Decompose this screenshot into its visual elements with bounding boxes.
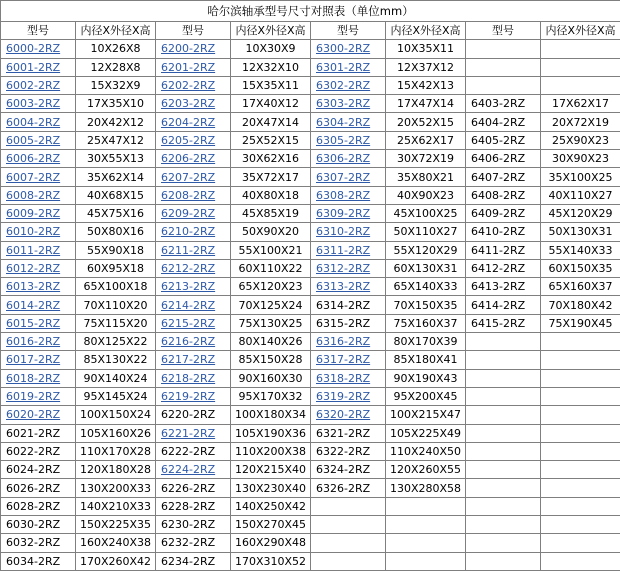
bearing-dimension-cell: 15X32X9 bbox=[76, 76, 156, 94]
bearing-model-cell: 6222-2RZ bbox=[156, 442, 231, 460]
bearing-model-cell: 6226-2RZ bbox=[156, 479, 231, 497]
bearing-model-cell: 6028-2RZ bbox=[1, 497, 76, 515]
table-row bbox=[1, 168, 620, 186]
bearing-model-link[interactable]: 6216-2RZ bbox=[156, 333, 231, 351]
table-row bbox=[1, 314, 620, 332]
bearing-dimension-cell: 100X150X24 bbox=[76, 406, 156, 424]
table-row bbox=[1, 351, 620, 369]
bearing-dimension-cell bbox=[541, 424, 620, 442]
bearing-model-cell bbox=[466, 406, 541, 424]
bearing-model-link[interactable]: 6202-2RZ bbox=[156, 76, 231, 94]
bearing-model-link[interactable]: 6013-2RZ bbox=[1, 278, 76, 296]
bearing-dimension-cell: 15X35X11 bbox=[231, 76, 311, 94]
bearing-dimension-cell: 70X150X35 bbox=[386, 296, 466, 314]
bearing-model-link[interactable]: 6213-2RZ bbox=[156, 278, 231, 296]
bearing-model-link[interactable]: 6015-2RZ bbox=[1, 314, 76, 332]
bearing-model-link[interactable]: 6304-2RZ bbox=[311, 113, 386, 131]
bearing-model-cell bbox=[311, 534, 386, 552]
bearing-dimension-cell: 80X170X39 bbox=[386, 333, 466, 351]
bearing-dimension-cell bbox=[541, 479, 620, 497]
bearing-dimension-cell: 160X290X48 bbox=[231, 534, 311, 552]
header-dimensions-4: 内径X外径X高 bbox=[541, 22, 620, 40]
bearing-dimension-cell: 90X160X30 bbox=[231, 369, 311, 387]
bearing-model-cell: 6314-2RZ bbox=[311, 296, 386, 314]
table-row bbox=[1, 333, 620, 351]
bearing-model-cell: 6324-2RZ bbox=[311, 461, 386, 479]
bearing-dimension-cell: 105X225X49 bbox=[386, 424, 466, 442]
bearing-model-cell: 6021-2RZ bbox=[1, 424, 76, 442]
bearing-model-link[interactable]: 6003-2RZ bbox=[1, 95, 76, 113]
bearing-dimension-cell: 20X42X12 bbox=[76, 113, 156, 131]
bearing-model-link[interactable]: 6001-2RZ bbox=[1, 58, 76, 76]
bearing-dimension-cell: 170X260X42 bbox=[76, 552, 156, 570]
bearing-model-link[interactable]: 6018-2RZ bbox=[1, 369, 76, 387]
bearing-model-cell bbox=[466, 424, 541, 442]
bearing-model-cell: 6326-2RZ bbox=[311, 479, 386, 497]
bearing-dimension-cell: 130X280X58 bbox=[386, 479, 466, 497]
bearing-dimension-cell: 105X190X36 bbox=[231, 424, 311, 442]
bearing-dimension-cell: 80X125X22 bbox=[76, 333, 156, 351]
bearing-dimension-cell: 85X150X28 bbox=[231, 351, 311, 369]
bearing-model-cell: 6228-2RZ bbox=[156, 497, 231, 515]
table-row bbox=[1, 76, 620, 94]
bearing-dimension-cell: 10X35X11 bbox=[386, 40, 466, 58]
bearing-dimension-cell: 95X170X32 bbox=[231, 387, 311, 405]
bearing-model-link[interactable]: 6204-2RZ bbox=[156, 113, 231, 131]
bearing-dimension-cell: 130X230X40 bbox=[231, 479, 311, 497]
bearing-dimension-cell bbox=[386, 497, 466, 515]
bearing-model-cell bbox=[466, 534, 541, 552]
table-row bbox=[1, 424, 620, 442]
bearing-dimension-cell bbox=[541, 516, 620, 534]
bearing-model-link[interactable]: 6303-2RZ bbox=[311, 95, 386, 113]
table-row bbox=[1, 95, 620, 113]
table-row bbox=[1, 241, 620, 259]
table-row bbox=[1, 204, 620, 222]
bearing-dimension-cell: 60X110X22 bbox=[231, 259, 311, 277]
bearing-dimension-cell: 120X215X40 bbox=[231, 461, 311, 479]
bearing-dimension-cell: 40X68X15 bbox=[76, 186, 156, 204]
bearing-model-link[interactable]: 6219-2RZ bbox=[156, 387, 231, 405]
bearing-model-cell: 6034-2RZ bbox=[1, 552, 76, 570]
bearing-model-link[interactable]: 6210-2RZ bbox=[156, 223, 231, 241]
bearing-model-cell bbox=[466, 552, 541, 570]
table-row bbox=[1, 369, 620, 387]
bearing-dimension-cell: 75X190X45 bbox=[541, 314, 620, 332]
bearing-model-link[interactable]: 6011-2RZ bbox=[1, 241, 76, 259]
bearing-dimension-cell: 120X260X55 bbox=[386, 461, 466, 479]
bearing-model-cell bbox=[466, 497, 541, 515]
bearing-dimension-cell: 105X160X26 bbox=[76, 424, 156, 442]
bearing-dimension-cell: 110X200X38 bbox=[231, 442, 311, 460]
bearing-model-link[interactable]: 6203-2RZ bbox=[156, 95, 231, 113]
bearing-model-cell: 6232-2RZ bbox=[156, 534, 231, 552]
bearing-dimension-cell: 75X160X37 bbox=[386, 314, 466, 332]
bearing-model-cell: 6322-2RZ bbox=[311, 442, 386, 460]
bearing-model-link[interactable]: 6305-2RZ bbox=[311, 131, 386, 149]
header-dimensions-2: 内径X外径X高 bbox=[231, 22, 311, 40]
bearing-model-link[interactable]: 6320-2RZ bbox=[311, 406, 386, 424]
bearing-dimension-cell bbox=[541, 369, 620, 387]
bearing-dimension-cell: 75X130X25 bbox=[231, 314, 311, 332]
bearing-dimension-cell: 12X37X12 bbox=[386, 58, 466, 76]
bearing-model-link[interactable]: 6311-2RZ bbox=[311, 241, 386, 259]
table-title: 哈尔滨轴承型号尺寸对照表（单位mm） bbox=[1, 1, 620, 22]
bearing-dimension-cell: 85X180X41 bbox=[386, 351, 466, 369]
bearing-dimension-cell: 70X180X42 bbox=[541, 296, 620, 314]
bearing-model-link[interactable]: 6318-2RZ bbox=[311, 369, 386, 387]
bearing-dimension-cell: 30X62X16 bbox=[231, 150, 311, 168]
bearing-dimension-cell bbox=[541, 461, 620, 479]
table-row bbox=[1, 387, 620, 405]
bearing-model-link[interactable]: 6310-2RZ bbox=[311, 223, 386, 241]
bearing-model-link[interactable]: 6009-2RZ bbox=[1, 204, 76, 222]
bearing-model-cell: 6406-2RZ bbox=[466, 150, 541, 168]
bearing-model-link[interactable]: 6317-2RZ bbox=[311, 351, 386, 369]
table-row bbox=[1, 259, 620, 277]
table-body bbox=[1, 40, 620, 571]
bearing-model-cell: 6415-2RZ bbox=[466, 314, 541, 332]
bearing-model-cell: 6315-2RZ bbox=[311, 314, 386, 332]
bearing-dimension-cell: 100X215X47 bbox=[386, 406, 466, 424]
bearing-dimension-cell: 120X180X28 bbox=[76, 461, 156, 479]
bearing-model-cell bbox=[466, 351, 541, 369]
header-dimensions-1: 内径X外径X高 bbox=[76, 22, 156, 40]
bearing-model-cell bbox=[311, 516, 386, 534]
bearing-dimension-cell: 90X140X24 bbox=[76, 369, 156, 387]
bearing-dimension-cell: 10X30X9 bbox=[231, 40, 311, 58]
bearing-model-cell: 6321-2RZ bbox=[311, 424, 386, 442]
bearing-dimension-cell: 30X90X23 bbox=[541, 150, 620, 168]
bearing-dimension-cell bbox=[541, 552, 620, 570]
bearing-dimension-cell: 65X120X23 bbox=[231, 278, 311, 296]
bearing-dimension-cell: 60X95X18 bbox=[76, 259, 156, 277]
bearing-dimension-cell: 160X240X38 bbox=[76, 534, 156, 552]
table-row bbox=[1, 131, 620, 149]
bearing-dimension-cell: 45X100X25 bbox=[386, 204, 466, 222]
bearing-model-link[interactable]: 6212-2RZ bbox=[156, 259, 231, 277]
bearing-dimension-cell bbox=[541, 351, 620, 369]
bearing-dimension-cell: 50X90X20 bbox=[231, 223, 311, 241]
bearing-model-link[interactable]: 6218-2RZ bbox=[156, 369, 231, 387]
bearing-dimension-cell: 80X140X26 bbox=[231, 333, 311, 351]
table-row bbox=[1, 296, 620, 314]
bearing-model-cell bbox=[466, 58, 541, 76]
table-row bbox=[1, 516, 620, 534]
bearing-model-link[interactable]: 6312-2RZ bbox=[311, 259, 386, 277]
bearing-model-cell bbox=[311, 497, 386, 515]
bearing-model-link[interactable]: 6012-2RZ bbox=[1, 259, 76, 277]
bearing-model-cell: 6407-2RZ bbox=[466, 168, 541, 186]
bearing-model-cell bbox=[466, 479, 541, 497]
bearing-model-cell: 6234-2RZ bbox=[156, 552, 231, 570]
bearing-model-cell bbox=[466, 387, 541, 405]
bearing-model-cell: 6413-2RZ bbox=[466, 278, 541, 296]
bearing-model-cell: 6405-2RZ bbox=[466, 131, 541, 149]
table-row bbox=[1, 479, 620, 497]
bearing-dimension-cell: 35X62X14 bbox=[76, 168, 156, 186]
table-row bbox=[1, 150, 620, 168]
bearing-model-link[interactable]: 6207-2RZ bbox=[156, 168, 231, 186]
bearing-model-link[interactable]: 6301-2RZ bbox=[311, 58, 386, 76]
bearing-model-link[interactable]: 6302-2RZ bbox=[311, 76, 386, 94]
bearing-dimension-cell bbox=[541, 333, 620, 351]
bearing-model-link[interactable]: 6014-2RZ bbox=[1, 296, 76, 314]
table-row bbox=[1, 497, 620, 515]
bearing-model-link[interactable]: 6308-2RZ bbox=[311, 186, 386, 204]
bearing-model-link[interactable]: 6300-2RZ bbox=[311, 40, 386, 58]
bearing-model-link[interactable]: 6201-2RZ bbox=[156, 58, 231, 76]
bearing-model-link[interactable]: 6004-2RZ bbox=[1, 113, 76, 131]
table-row bbox=[1, 552, 620, 570]
bearing-dimension-cell: 55X90X18 bbox=[76, 241, 156, 259]
bearing-dimension-cell: 150X225X35 bbox=[76, 516, 156, 534]
bearing-model-link[interactable]: 6224-2RZ bbox=[156, 461, 231, 479]
bearing-dimension-cell: 12X28X8 bbox=[76, 58, 156, 76]
bearing-dimension-cell: 55X120X29 bbox=[386, 241, 466, 259]
bearing-dimension-cell: 40X110X27 bbox=[541, 186, 620, 204]
table-row bbox=[1, 40, 620, 58]
bearing-model-link[interactable]: 6205-2RZ bbox=[156, 131, 231, 149]
table-row bbox=[1, 534, 620, 552]
bearing-model-cell bbox=[466, 516, 541, 534]
bearing-dimension-cell bbox=[541, 497, 620, 515]
bearing-model-link[interactable]: 6211-2RZ bbox=[156, 241, 231, 259]
bearing-dimension-cell: 55X140X33 bbox=[541, 241, 620, 259]
bearing-model-cell bbox=[466, 40, 541, 58]
bearing-dimension-cell: 35X80X21 bbox=[386, 168, 466, 186]
table-row bbox=[1, 113, 620, 131]
bearing-dimension-cell bbox=[386, 534, 466, 552]
bearing-dimension-cell: 17X35X10 bbox=[76, 95, 156, 113]
bearing-dimension-cell: 35X72X17 bbox=[231, 168, 311, 186]
bearing-dimension-cell: 70X110X20 bbox=[76, 296, 156, 314]
bearing-dimension-cell bbox=[541, 387, 620, 405]
bearing-dimension-cell: 30X72X19 bbox=[386, 150, 466, 168]
bearing-dimension-cell: 25X62X17 bbox=[386, 131, 466, 149]
bearing-dimension-cell: 65X160X37 bbox=[541, 278, 620, 296]
bearing-model-cell: 6230-2RZ bbox=[156, 516, 231, 534]
header-model-1: 型号 bbox=[1, 22, 76, 40]
bearing-model-link[interactable]: 6019-2RZ bbox=[1, 387, 76, 405]
bearing-dimension-cell: 70X125X24 bbox=[231, 296, 311, 314]
bearing-dimension-cell: 25X90X23 bbox=[541, 131, 620, 149]
bearing-dimension-cell: 45X85X19 bbox=[231, 204, 311, 222]
bearing-model-link[interactable]: 6017-2RZ bbox=[1, 351, 76, 369]
bearing-dimension-cell: 10X26X8 bbox=[76, 40, 156, 58]
table-row bbox=[1, 223, 620, 241]
bearing-dimension-cell: 60X130X31 bbox=[386, 259, 466, 277]
bearing-dimension-cell: 30X55X13 bbox=[76, 150, 156, 168]
bearing-dimension-cell: 12X32X10 bbox=[231, 58, 311, 76]
bearing-model-cell: 6412-2RZ bbox=[466, 259, 541, 277]
bearing-dimension-cell: 40X80X18 bbox=[231, 186, 311, 204]
bearing-dimension-cell: 85X130X22 bbox=[76, 351, 156, 369]
bearing-model-link[interactable]: 6221-2RZ bbox=[156, 424, 231, 442]
bearing-model-link[interactable]: 6206-2RZ bbox=[156, 150, 231, 168]
bearing-dimension-cell: 130X200X33 bbox=[76, 479, 156, 497]
bearing-model-cell: 6032-2RZ bbox=[1, 534, 76, 552]
bearing-dimension-cell bbox=[541, 76, 620, 94]
bearing-model-cell bbox=[466, 333, 541, 351]
bearing-dimension-cell: 75X115X20 bbox=[76, 314, 156, 332]
bearing-model-cell bbox=[466, 369, 541, 387]
bearing-model-cell bbox=[466, 461, 541, 479]
bearing-dimension-cell: 110X170X28 bbox=[76, 442, 156, 460]
bearing-model-link[interactable]: 6316-2RZ bbox=[311, 333, 386, 351]
bearing-dimension-cell: 100X180X34 bbox=[231, 406, 311, 424]
bearing-model-cell: 6026-2RZ bbox=[1, 479, 76, 497]
bearing-model-link[interactable]: 6016-2RZ bbox=[1, 333, 76, 351]
bearing-model-cell: 6024-2RZ bbox=[1, 461, 76, 479]
bearing-dimension-cell: 25X52X15 bbox=[231, 131, 311, 149]
bearing-model-cell: 6414-2RZ bbox=[466, 296, 541, 314]
bearing-dimension-cell bbox=[541, 40, 620, 58]
bearing-model-link[interactable]: 6005-2RZ bbox=[1, 131, 76, 149]
bearing-model-link[interactable]: 6319-2RZ bbox=[311, 387, 386, 405]
bearing-dimension-cell: 65X100X18 bbox=[76, 278, 156, 296]
bearing-dimension-cell bbox=[386, 552, 466, 570]
bearing-model-link[interactable]: 6008-2RZ bbox=[1, 186, 76, 204]
bearing-dimension-cell: 65X140X33 bbox=[386, 278, 466, 296]
bearing-dimension-cell bbox=[541, 534, 620, 552]
header-model-4: 型号 bbox=[466, 22, 541, 40]
bearing-dimension-cell: 150X270X45 bbox=[231, 516, 311, 534]
bearing-dimension-cell: 110X240X50 bbox=[386, 442, 466, 460]
bearing-model-cell: 6030-2RZ bbox=[1, 516, 76, 534]
bearing-dimension-cell: 20X72X19 bbox=[541, 113, 620, 131]
bearing-dimension-cell: 170X310X52 bbox=[231, 552, 311, 570]
bearing-model-cell: 6410-2RZ bbox=[466, 223, 541, 241]
bearing-model-link[interactable]: 6006-2RZ bbox=[1, 150, 76, 168]
bearing-dimension-cell: 25X47X12 bbox=[76, 131, 156, 149]
bearing-model-cell: 6403-2RZ bbox=[466, 95, 541, 113]
bearing-model-link[interactable]: 6306-2RZ bbox=[311, 150, 386, 168]
bearing-dimension-cell: 140X250X42 bbox=[231, 497, 311, 515]
title-row bbox=[1, 1, 620, 22]
bearing-dimension-cell: 20X47X14 bbox=[231, 113, 311, 131]
bearing-dimension-cell: 45X75X16 bbox=[76, 204, 156, 222]
bearing-model-link[interactable]: 6313-2RZ bbox=[311, 278, 386, 296]
bearing-dimension-cell bbox=[541, 442, 620, 460]
bearing-dimension-cell: 140X210X33 bbox=[76, 497, 156, 515]
bearing-dimension-cell: 35X100X25 bbox=[541, 168, 620, 186]
bearing-dimension-cell: 50X80X16 bbox=[76, 223, 156, 241]
header-model-3: 型号 bbox=[311, 22, 386, 40]
bearing-model-cell bbox=[466, 76, 541, 94]
header-row bbox=[1, 22, 620, 40]
bearing-dimension-cell: 50X110X27 bbox=[386, 223, 466, 241]
bearing-dimension-cell bbox=[386, 516, 466, 534]
header-model-2: 型号 bbox=[156, 22, 231, 40]
bearing-model-cell: 6409-2RZ bbox=[466, 204, 541, 222]
bearing-model-link[interactable]: 6215-2RZ bbox=[156, 314, 231, 332]
bearing-model-cell: 6220-2RZ bbox=[156, 406, 231, 424]
bearing-model-link[interactable]: 6307-2RZ bbox=[311, 168, 386, 186]
bearing-dimension-cell: 15X42X13 bbox=[386, 76, 466, 94]
bearing-dimension-cell: 17X62X17 bbox=[541, 95, 620, 113]
bearing-dimension-cell bbox=[541, 58, 620, 76]
bearing-model-link[interactable]: 6200-2RZ bbox=[156, 40, 231, 58]
table-row bbox=[1, 406, 620, 424]
bearing-model-link[interactable]: 6214-2RZ bbox=[156, 296, 231, 314]
bearing-dimension-cell bbox=[541, 406, 620, 424]
bearing-model-link[interactable]: 6010-2RZ bbox=[1, 223, 76, 241]
bearing-dimension-cell: 95X200X45 bbox=[386, 387, 466, 405]
bearing-model-cell: 6411-2RZ bbox=[466, 241, 541, 259]
table-row bbox=[1, 442, 620, 460]
bearing-model-cell: 6404-2RZ bbox=[466, 113, 541, 131]
table-row bbox=[1, 278, 620, 296]
bearing-dimension-cell: 60X150X35 bbox=[541, 259, 620, 277]
bearing-dimension-cell: 40X90X23 bbox=[386, 186, 466, 204]
bearing-model-link[interactable]: 6002-2RZ bbox=[1, 76, 76, 94]
bearing-model-cell bbox=[466, 442, 541, 460]
bearing-dimension-cell: 50X130X31 bbox=[541, 223, 620, 241]
bearing-model-cell: 6022-2RZ bbox=[1, 442, 76, 460]
bearing-model-cell: 6408-2RZ bbox=[466, 186, 541, 204]
bearing-dimension-cell: 55X100X21 bbox=[231, 241, 311, 259]
bearing-model-link[interactable]: 6007-2RZ bbox=[1, 168, 76, 186]
table-row bbox=[1, 58, 620, 76]
bearing-dimension-cell: 17X40X12 bbox=[231, 95, 311, 113]
bearing-dimension-cell: 17X47X14 bbox=[386, 95, 466, 113]
bearing-model-link[interactable]: 6309-2RZ bbox=[311, 204, 386, 222]
bearing-model-link[interactable]: 6217-2RZ bbox=[156, 351, 231, 369]
bearing-model-link[interactable]: 6000-2RZ bbox=[1, 40, 76, 58]
bearing-dimension-cell: 45X120X29 bbox=[541, 204, 620, 222]
bearing-dimension-cell: 95X145X24 bbox=[76, 387, 156, 405]
bearing-model-link[interactable]: 6208-2RZ bbox=[156, 186, 231, 204]
bearing-dimension-cell: 90X190X43 bbox=[386, 369, 466, 387]
table-row bbox=[1, 461, 620, 479]
bearing-model-cell bbox=[311, 552, 386, 570]
table-row bbox=[1, 186, 620, 204]
header-dimensions-3: 内径X外径X高 bbox=[386, 22, 466, 40]
bearing-model-link[interactable]: 6209-2RZ bbox=[156, 204, 231, 222]
bearing-dimension-cell: 20X52X15 bbox=[386, 113, 466, 131]
bearing-model-link[interactable]: 6020-2RZ bbox=[1, 406, 76, 424]
